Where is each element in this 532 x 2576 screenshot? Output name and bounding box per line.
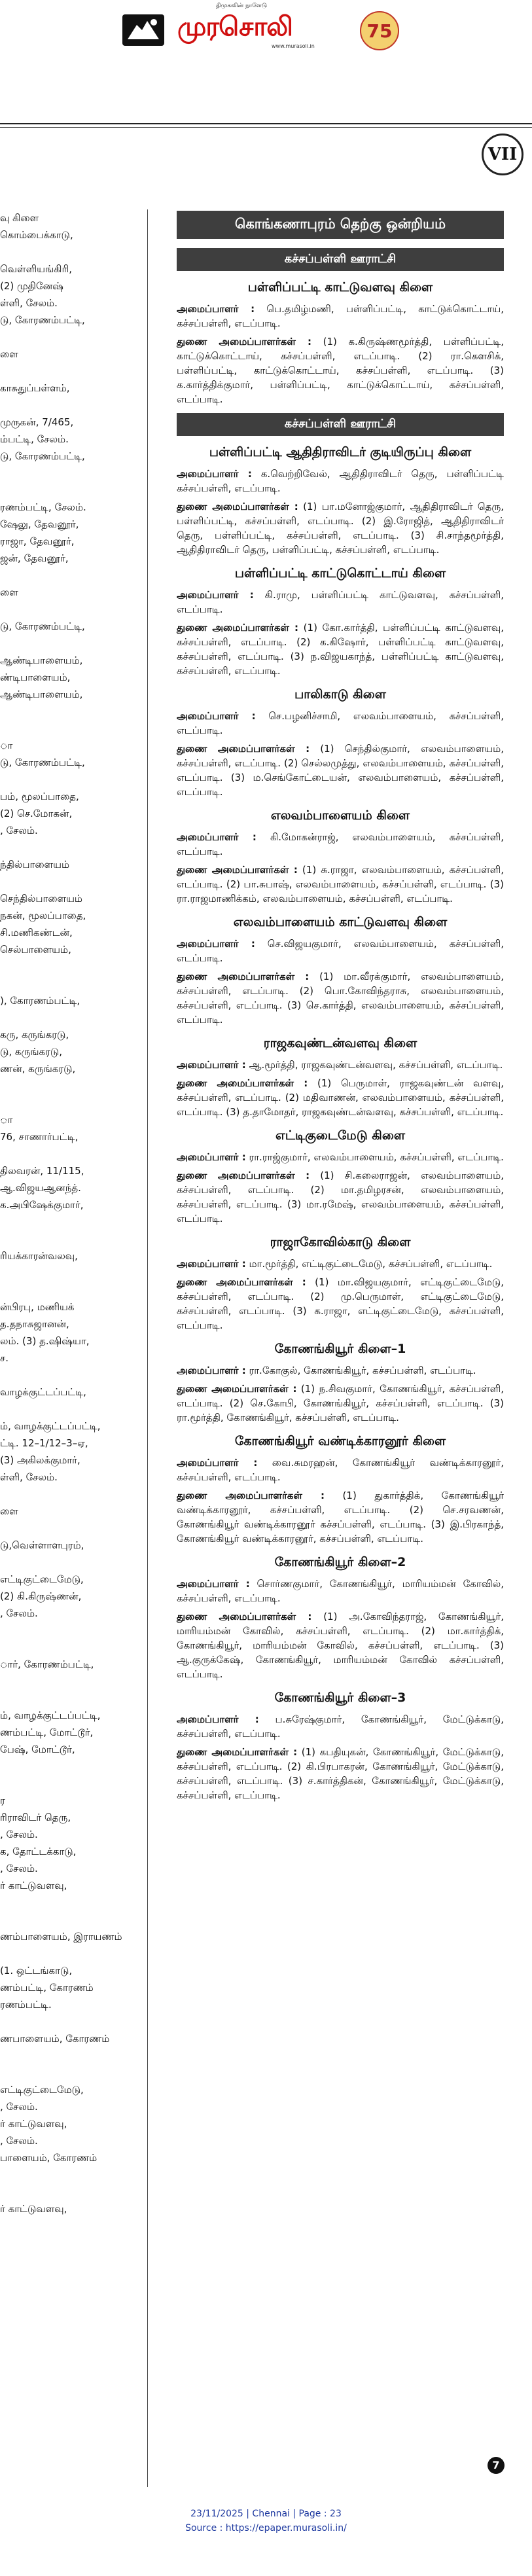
left-column-line	[0, 1622, 141, 1639]
branch-title: ராஜகவுண்டன்வளவு கிளை	[263, 1036, 417, 1050]
left-column-line: த.தநாசுஜானன்,	[0, 1318, 69, 1330]
left-column-line	[0, 1758, 141, 1775]
member-names: பெ.தமிழ்மணி, பள்ளிப்பட்டி, காட்டுக்கொட்டாய், கச்சப்பள்ளி, எடப்பாடி.	[177, 303, 504, 329]
left-column-line	[0, 975, 141, 992]
left-column-line	[0, 1230, 141, 1247]
member-names: ஆ.மூர்த்தி, ராஜகவுண்டன்வளவு, கச்சப்பள்ளி, எடப்பாடி.	[245, 1059, 503, 1071]
left-column-line	[0, 1281, 141, 1298]
role-label: துணை அமைப்பாளர்கள் :	[177, 1611, 312, 1622]
left-column-line	[0, 567, 141, 584]
branch-title: கோணங்கியூர் கிளை–1	[274, 1342, 406, 1356]
role-label: அமைப்பாளர் :	[177, 831, 257, 843]
member-names: வை.சுமரஹன், கோணங்கியூர் வண்டிக்காரனூர், கச்சப்பள்ளி, எடப்பாடி.	[177, 1457, 504, 1483]
member-names: சொர்ணகுமார், கோணங்கியூர், மாரியம்மன் கோவில், கச்சப்பள்ளி, எடப்பாடி.	[177, 1578, 504, 1604]
left-column-line: கரு, கருங்கரடு,	[0, 1029, 69, 1041]
left-column-line	[0, 329, 141, 346]
left-column-line: ரிராவிடர் தெரு,	[0, 1812, 71, 1823]
left-column-line: ரணம்பட்டி, சேலம்.	[0, 501, 86, 513]
left-column-line: ளை	[0, 1505, 18, 1517]
member-names: (1) சு.ராஜா, எலவம்பாளையம், கச்சப்பள்ளி, எடப்பாடி. (2) பா.சுபாஷ், எலவம்பாளையம், கச்சப்பள்ளி, எடப்பாடி. (3) ரா.ராஜமாணிக்கம், எலவம்பாளையம், கச்சப்பள்ளி, எடப்பாடி.	[177, 864, 504, 904]
masthead	[0, 0, 532, 52]
left-column-line	[0, 1690, 141, 1707]
office-bearer-entry	[177, 1712, 504, 1741]
left-column-line: ண்டிபாளையம்,	[0, 671, 71, 683]
left-column-line: ட்டி. 12–1/12–3–ஏ,	[0, 1437, 88, 1449]
office-bearer-entry	[177, 742, 504, 799]
left-column-line	[0, 1401, 141, 1418]
left-column-line: செந்தில்பாளையம்	[0, 893, 83, 904]
left-column-line: திலவரன், 11/115,	[0, 1165, 84, 1177]
role-label: அமைப்பாளர் :	[177, 468, 252, 480]
left-column-line: , சேலம்.	[0, 1607, 38, 1619]
member-names: க.வெற்றிவேல், ஆதிதிராவிடர் தெரு, பள்ளிப்பட்டி கச்சப்பள்ளி, எடப்பாடி.	[177, 468, 504, 494]
office-bearer-entry	[177, 499, 504, 557]
branch-title: பள்ளிப்பட்டி காட்டுகொட்டாய் கிளை	[234, 566, 446, 581]
left-column-line: ர் காட்டுவளவு,	[0, 2118, 67, 2130]
office-bearer-entry	[177, 467, 504, 495]
left-column-line: எட்டிகுட்டைமேடு,	[0, 1573, 84, 1585]
left-column-line	[0, 1213, 141, 1230]
left-column-line: ஆண்டிபாளையம்,	[0, 654, 83, 666]
left-column-line: ள்ளி, சேலம்.	[0, 297, 58, 309]
left-column-line: ), கோரணம்பட்டி,	[0, 995, 80, 1007]
office-bearer-entry	[177, 1609, 504, 1681]
left-column-line: டு,வெள்ளாளபுரம்,	[0, 1539, 84, 1551]
left-column-line	[0, 2013, 141, 2030]
role-label: அமைப்பாளர் :	[177, 303, 255, 315]
left-column-line: பேஷ், மோட்டூர்,	[0, 1744, 75, 1755]
branch-title: எலவம்பாளையம் காட்டுவளவு கிளை	[233, 915, 448, 929]
member-names: கி.ராமு, பள்ளிப்பட்டி காட்டுவளவு, கச்சப்பள்ளி, எடப்பாடி.	[177, 589, 504, 615]
branch-title: பாலிகாடு கிளை	[294, 687, 386, 702]
panchayat-header: கச்சப்பள்ளி ஊராட்சி	[177, 413, 504, 436]
branch-title: ராஜாகோவில்காடு கிளை	[270, 1235, 411, 1249]
branch-title: எட்டிகுடைமேடு கிளை	[275, 1128, 405, 1143]
left-column-line: ணம்பட்டி, மோட்டூர்,	[0, 1726, 94, 1738]
role-label: துணை அமைப்பாளர்கள் :	[177, 1077, 308, 1089]
left-column-line: ந்தில்பாளையம்	[0, 859, 70, 870]
office-bearer-entry	[177, 1745, 504, 1802]
left-column-line	[0, 363, 141, 380]
left-column-line: ராஜா, தேவனூர்,	[0, 535, 75, 547]
left-column-line: ணன், கருங்கரடு,	[0, 1063, 76, 1075]
left-column-line: 76, சாணார்பட்டி,	[0, 1131, 79, 1143]
role-label: துணை அமைப்பாளர்கள் :	[177, 1490, 325, 1501]
member-names: (1) கோ.கார்த்தி, பள்ளிப்பட்டி காட்டுவளவு, கச்சப்பள்ளி, எடப்பாடி. (2) க.கிஷோர், பள்ளிப்பட்டி காட்டுவளவு, கச்சப்பள்ளி, எடப்பாடி. (3) ந.விஜயகாந்த், பள்ளிப்பட்டி காட்டுவளவு, கச்சப்பள்ளி, எடப்பாடி.	[177, 622, 504, 677]
left-column-line	[0, 635, 141, 652]
header-rule-top	[0, 123, 532, 124]
office-bearer-entry	[177, 863, 504, 906]
left-column-line	[0, 2064, 141, 2081]
left-column-line	[0, 720, 141, 737]
left-column-line: பாளையம், கோரணம்	[0, 2152, 98, 2164]
member-names: செ.விஜயகுமார், எலவம்பாளையம், கச்சப்பள்ளி, எடப்பாடி.	[177, 938, 504, 964]
office-bearer-entry	[177, 1257, 504, 1271]
left-column-line: (3) அகிலக்குமார்,	[0, 1454, 80, 1466]
role-label: அமைப்பாளர் :	[177, 1151, 246, 1163]
left-column-line: செல்பாளையம்,	[0, 944, 71, 956]
left-column-line: டு, கோரணம்பட்டி,	[0, 620, 85, 632]
member-names: (1) சி.கலைராஜன், எலவம்பாளையம், கச்சப்பள்ளி, எடப்பாடி. (2) மா.தமிழரசன், எலவம்பாளையம், கச்சப்பள்ளி, எடப்பாடி. (3) மா.ரமேஷ், எலவம்பாளையம், கச்சப்பள்ளி, எடப்பாடி.	[177, 1170, 504, 1225]
left-column-line: வெள்ளியங்கிரி,	[0, 263, 73, 275]
left-column-line: டு, கோரணம்பட்டி,	[0, 314, 85, 326]
left-column-line: (2) செ.மோகன்,	[0, 808, 73, 819]
member-names: (1) க.கிருஷ்ணமூர்த்தி, பள்ளிப்பட்டி, காட்டுக்கொட்டாய், கச்சப்பள்ளி, எடப்பாடி. (2) ரா.கௌசிக், பள்ளிப்பட்டி, காட்டுக்கொட்டாய், கச்சப்பள்ளி, எடப்பாடி. (3) க.கார்த்திக்குமார், பள்ளிப்பட்டி, காட்டுக்கொட்டாய், கச்சப்பள்ளி, எடப்பாடி.	[177, 336, 504, 405]
role-label: துணை அமைப்பாளர்கள் :	[177, 1383, 297, 1395]
office-bearer-entry	[177, 302, 504, 331]
left-column-line: ஷேலு, தேவனூர்,	[0, 518, 79, 530]
left-column-line	[0, 703, 141, 720]
role-label: அமைப்பாளர் :	[177, 1457, 258, 1469]
rising-sun-emblem-icon	[121, 10, 166, 48]
member-names: ப.சுரேஷ்குமார், கோணங்கியூர், மேட்டுக்காடு, கச்சப்பள்ளி, எடப்பாடி.	[177, 1713, 504, 1740]
left-column-line	[0, 839, 141, 856]
left-column-line	[0, 771, 141, 788]
left-column-line: வு கிளை	[0, 212, 39, 224]
left-column-text	[0, 209, 141, 2500]
member-names: (1) அ.கோவிந்தராஜ், கோணங்கியூர், மாரியம்மன் கோவில், கச்சப்பள்ளி, எடப்பாடி. (2) மா.கார்த்திக், கோணங்கியூர், மாரியம்மன் கோவில், கச்சப்பள்ளி, எடப்பாடி. (3) ஆ.குருக்கேஷ், கோணங்கியூர், மாரியம்மன் கோவில் கச்சப்பள்ளி, எடப்பாடி.	[177, 1611, 504, 1680]
left-column-line: சி.மணிகண்டன்,	[0, 927, 73, 939]
left-column-line	[0, 1009, 141, 1026]
left-column-line: ஆண்டிபாளையம்,	[0, 689, 83, 700]
left-column-line	[0, 1673, 141, 1690]
left-column-line: ரணம்பட்டி.	[0, 1999, 52, 2011]
right-column-article	[177, 211, 504, 1806]
office-bearer-entry	[177, 1275, 504, 1333]
member-names: (1) மா.விஜயகுமார், எட்டிகுட்டைமேடு, கச்சப்பள்ளி, எடப்பாடி. (2) மு.பெருமாள், எட்டிகுட்டைமேடு, கச்சப்பள்ளி, எடப்பாடி. (3) க.ராஜா, எட்டிகுட்டைமேடு, கச்சப்பள்ளி, எடப்பாடி.	[177, 1276, 504, 1331]
office-bearer-entry	[177, 334, 504, 406]
office-bearer-entry	[177, 620, 504, 678]
left-column-line: ரியக்காரன்வலவு,	[0, 1250, 78, 1262]
role-label: அமைப்பாளர் :	[177, 1258, 246, 1270]
member-names: கி.மோகன்ராஜ், எலவம்பாளையம், கச்சப்பள்ளி, எடப்பாடி.	[177, 831, 504, 857]
header-rule-thin	[0, 127, 532, 128]
left-column-line: டு, கோரணம்பட்டி,	[0, 450, 85, 462]
office-bearer-entry	[177, 709, 504, 738]
left-column-line	[0, 1264, 141, 1281]
left-column-line: டு, கருங்கரடு,	[0, 1046, 63, 1058]
footer-date-line: 23/11/2025 | Chennai | Page : 23	[190, 2509, 342, 2519]
left-column-line	[0, 397, 141, 414]
logo-website: www.murasoli.in	[272, 43, 315, 49]
left-column-line	[0, 1775, 141, 1792]
office-bearer-entry	[177, 1488, 504, 1546]
left-column-line: வாழக்குட்டப்பட்டி,	[0, 1386, 86, 1398]
member-names: (1) ந.சிவகுமார், கோணங்கியூர், கச்சப்பள்ளி, எடப்பாடி. (2) செ.கோபி, கோணங்கியூர், கச்சப்பள்ளி, எடப்பாடி. (3) ரா.மூர்த்தி, கோணங்கியூர், கச்சப்பள்ளி, எடப்பாடி.	[177, 1383, 504, 1423]
member-names: (1) பா.மனோஜ்குமார், ஆதிதிராவிடர் தெரு, பள்ளிப்பட்டி, கச்சப்பள்ளி, எடப்பாடி. (2) இ.ரோஜித், ஆதிதிராவிடர் தெரு, பள்ளிப்பட்டி, கச்சப்பள்ளி, எடப்பாடி. (3) சி.சாந்தமூர்த்தி, ஆதிதிராவிடர் தெரு, பள்ளிப்பட்டி, கச்சப்பள்ளி, எடப்பாடி.	[177, 501, 504, 556]
left-column-line	[0, 1145, 141, 1162]
role-label: அமைப்பாளர் :	[177, 1713, 259, 1725]
left-column-line: (2) கி.கிருஷ்ணன்,	[0, 1590, 82, 1602]
office-bearer-entry	[177, 1382, 504, 1425]
left-column-line	[0, 465, 141, 482]
role-label: அமைப்பாளர் :	[177, 710, 256, 722]
page-footer	[0, 2507, 532, 2535]
role-label: துணை அமைப்பாளர்கள் :	[177, 501, 298, 512]
left-column-line: ன்பிரபு, மணியக்	[0, 1301, 75, 1313]
role-label: துணை அமைப்பாளர்கள் :	[177, 1170, 310, 1181]
panchayat-header: கச்சப்பள்ளி ஊராட்சி	[177, 248, 504, 271]
left-column-line: , சேலம்.	[0, 825, 38, 836]
branch-title: கோணங்கியூர் கிளை–2	[274, 1555, 406, 1569]
left-column-line: கொம்பைக்காடு,	[0, 229, 73, 241]
left-column-line: லம். (3) த.ஷிஷ்யா,	[0, 1335, 90, 1347]
office-bearer-entry	[177, 1076, 504, 1119]
left-column-line: க.அபிஷேக்குமார்,	[0, 1199, 84, 1211]
left-column-line: ணபாளையம், கோரணம்	[0, 2033, 110, 2045]
role-label: அமைப்பாளர் :	[177, 938, 255, 950]
member-names: மா.மூர்த்தி, எட்டிகுட்டைமேடு, கச்சப்பள்ளி, எடப்பாடி.	[245, 1258, 493, 1270]
left-column-line	[0, 1945, 141, 1962]
left-column-line: , சேலம்.	[0, 2135, 38, 2147]
left-column-line: ர் காட்டுவளவு,	[0, 1880, 67, 1891]
member-names: (1) செந்தில்குமார், எலவம்பாளையம், கச்சப்பள்ளி, எடப்பாடி. (2) செல்லமுத்து, எலவம்பாளையம், கச்சப்பள்ளி, எடப்பாடி. (3) ம.செங்கோட்டையன், எலவம்பாளையம், கச்சப்பள்ளி, எடப்பாடி.	[177, 743, 504, 798]
left-column-line: முருகன், 7/465,	[0, 416, 74, 428]
office-bearer-entry	[177, 937, 504, 965]
left-column-line: ள்ளி, சேலம்.	[0, 1471, 58, 1483]
left-column-line: (2) முதினேஷ்	[0, 280, 63, 292]
left-column-line: ஆ.விஜயஆனந்த்.	[0, 1182, 81, 1194]
left-column-line: க, தோட்டக்காடு,	[0, 1846, 77, 1857]
role-label: அமைப்பாளர் :	[177, 1059, 246, 1071]
left-column-line: ளை	[0, 348, 18, 360]
left-column-line: , சேலம்.	[0, 2101, 38, 2113]
left-column-line	[0, 1094, 141, 1111]
member-names: ரா.கோகுல், கோணங்கியூர், கச்சப்பள்ளி, எடப்பாடி.	[245, 1365, 476, 1376]
left-column-line: பம், மூலப்பாதை,	[0, 791, 79, 802]
logo-wordmark: முரசொலி	[177, 12, 293, 42]
branch-title: கோணங்கியூர் வண்டிக்காரனூர் கிளை	[234, 1434, 446, 1448]
column-divider	[147, 209, 148, 2487]
left-column-line: ர	[0, 1795, 5, 1806]
left-column-line	[0, 873, 141, 890]
branch-title: எலவம்பாளையம் கிளை	[270, 808, 410, 823]
left-column-line: ச.	[0, 1352, 9, 1364]
left-column-line	[0, 2183, 141, 2200]
left-column-line: ணம்பாளையம், இராயணம்	[0, 1931, 122, 1942]
role-label: துணை அமைப்பாளர்கள் :	[177, 622, 299, 634]
left-column-line	[0, 1367, 141, 1384]
left-column-line: ணம்பட்டி, கோரணம்	[0, 1982, 94, 1994]
office-bearer-entry	[177, 588, 504, 617]
masthead-tagline: திமுகவின் நாளேடு	[216, 3, 267, 9]
left-column-line	[0, 958, 141, 975]
office-bearer-entry	[177, 1363, 504, 1378]
left-column-line	[0, 2166, 141, 2183]
left-column-line: ளை	[0, 586, 18, 598]
left-column-line: , சேலம்.	[0, 1863, 38, 1874]
left-column-line: ம், வாழக்குட்டப்பட்டி,	[0, 1709, 101, 1721]
role-label: துணை அமைப்பாளர்கள் :	[177, 1746, 298, 1758]
left-column-line: டு, கோரணம்பட்டி,	[0, 757, 85, 768]
branch-title: கோணங்கியூர் கிளை–3	[274, 1690, 406, 1705]
role-label: துணை அமைப்பாளர்கள் :	[177, 864, 298, 876]
member-names: செ.பழனிச்சாமி, எலவம்பாளையம், கச்சப்பள்ளி, எடப்பாடி.	[177, 710, 504, 736]
left-column-line	[0, 601, 141, 618]
left-column-line: எட்டிகுட்டைமேடு,	[0, 2084, 84, 2096]
role-label: துணை அமைப்பாளர்கள் :	[177, 1276, 306, 1288]
left-column-line	[0, 1520, 141, 1537]
member-names: (1) கபதியுகன், கோணங்கியூர், மேட்டுக்காடு, கச்சப்பள்ளி, எடப்பாடி. (2) கி.பிரபாகரன், கோணங்கியூர், மேட்டுக்காடு, கச்சப்பள்ளி, எடப்பாடி. (3) ச.கார்த்திகன், கோணங்கியூர், மேட்டுக்காடு, கச்சப்பள்ளி, எடப்பாடி.	[177, 1746, 504, 1801]
left-column-line	[0, 1077, 141, 1094]
role-label: துணை அமைப்பாளர்கள் :	[177, 336, 311, 348]
left-column-line: ார், கோரணம்பட்டி,	[0, 1658, 94, 1670]
left-column-line: ா	[0, 1114, 13, 1126]
union-title: கொங்கணாபுரம் தெற்கு ஒன்றியம்	[177, 211, 504, 239]
page-number-mark: 7	[488, 2457, 505, 2474]
office-bearer-entry	[177, 1577, 504, 1605]
left-column-line: , சேலம்.	[0, 1829, 38, 1840]
left-column-line	[0, 243, 141, 260]
left-column-line	[0, 1554, 141, 1571]
role-label: அமைப்பாளர் :	[177, 1365, 246, 1376]
left-column-line: ஜன், தேவனூர்,	[0, 552, 69, 564]
left-column-line: நகன், மூலப்பாதை,	[0, 910, 86, 921]
anniversary-number: 75	[366, 20, 393, 42]
left-column-line	[0, 1911, 141, 1928]
role-label: துணை அமைப்பாளர்கள் :	[177, 743, 310, 755]
role-label: அமைப்பாளர் :	[177, 589, 254, 601]
left-column-line: ம்பட்டி, சேலம்.	[0, 433, 69, 445]
role-label: துணை அமைப்பாளர்கள் :	[177, 971, 310, 982]
left-column-line	[0, 1894, 141, 1911]
member-names: ரா.ராஜ்குமார், எலவம்பாளையம், கச்சப்பள்ளி, எடப்பாடி.	[245, 1151, 504, 1163]
left-column-line	[0, 1639, 141, 1656]
left-column-line: ர் காட்டுவளவு,	[0, 2203, 67, 2215]
office-bearer-entry	[177, 830, 504, 859]
page-section-badge: VII	[482, 134, 523, 175]
left-column-line	[0, 482, 141, 499]
left-column-line: (1. ஒட்டங்காடு,	[0, 1965, 73, 1977]
left-column-line: காசுதுப்பள்ளம்,	[0, 382, 70, 394]
left-column-line	[0, 1486, 141, 1503]
left-column-line: ம், வாழக்குட்டப்பட்டி,	[0, 1420, 101, 1432]
branch-title: பள்ளிப்பட்டி ஆதிதிராவிடர் குடியிருப்பு கிளை	[209, 445, 472, 459]
office-bearer-entry	[177, 1058, 504, 1072]
office-bearer-entry	[177, 1168, 504, 1226]
member-names: (1) துகார்த்திக், கோணங்கியூர் வண்டிக்காரனூர், கச்சப்பள்ளி, எடப்பாடி. (2) செ.சரவணன், கோணங்கியூர் வண்டிக்காரனூர் கச்சப்பள்ளி, எடப்பாடி. (3) இ.பிரகாந்த், கோணங்கியூர் வண்டிக்காரனூர், கச்சப்பள்ளி, எடப்பாடி.	[177, 1490, 504, 1545]
office-bearer-entry	[177, 969, 504, 1027]
role-label: அமைப்பாளர் :	[177, 1578, 250, 1590]
office-bearer-entry	[177, 1150, 504, 1164]
newspaper-logo[interactable]	[121, 10, 409, 50]
branch-title: பள்ளிப்பட்டி காட்டுவளவு கிளை	[247, 280, 433, 295]
left-column-line	[0, 2047, 141, 2064]
office-bearer-entry	[177, 1456, 504, 1484]
member-names: (1) மா.வீரக்குமார், எலவம்பாளையம், கச்சப்பள்ளி, எடப்பாடி. (2) பொ.கோவிந்தராசு, எலவம்பாளையம், கச்சப்பள்ளி, எடப்பாடி. (3) செ.கார்த்தி, எலவம்பாளையம், கச்சப்பள்ளி, எடப்பாடி.	[177, 971, 504, 1026]
member-names: (1) பெருமாள், ராஜகவுண்டன் வளவு, கச்சப்பள்ளி, எடப்பாடி. (2) மதிவாணன், எலவம்பாளையம், கச்சப்பள்ளி, எடப்பாடி. (3) த.தாமோதர், ராஜகவுண்டன்வளவு, கச்சப்பள்ளி, எடப்பாடி.	[177, 1077, 504, 1118]
footer-source-link[interactable]: Source : https://epaper.murasoli.in/	[185, 2523, 347, 2533]
left-column-line: ா	[0, 740, 13, 751]
anniversary-75-emblem	[358, 10, 401, 51]
